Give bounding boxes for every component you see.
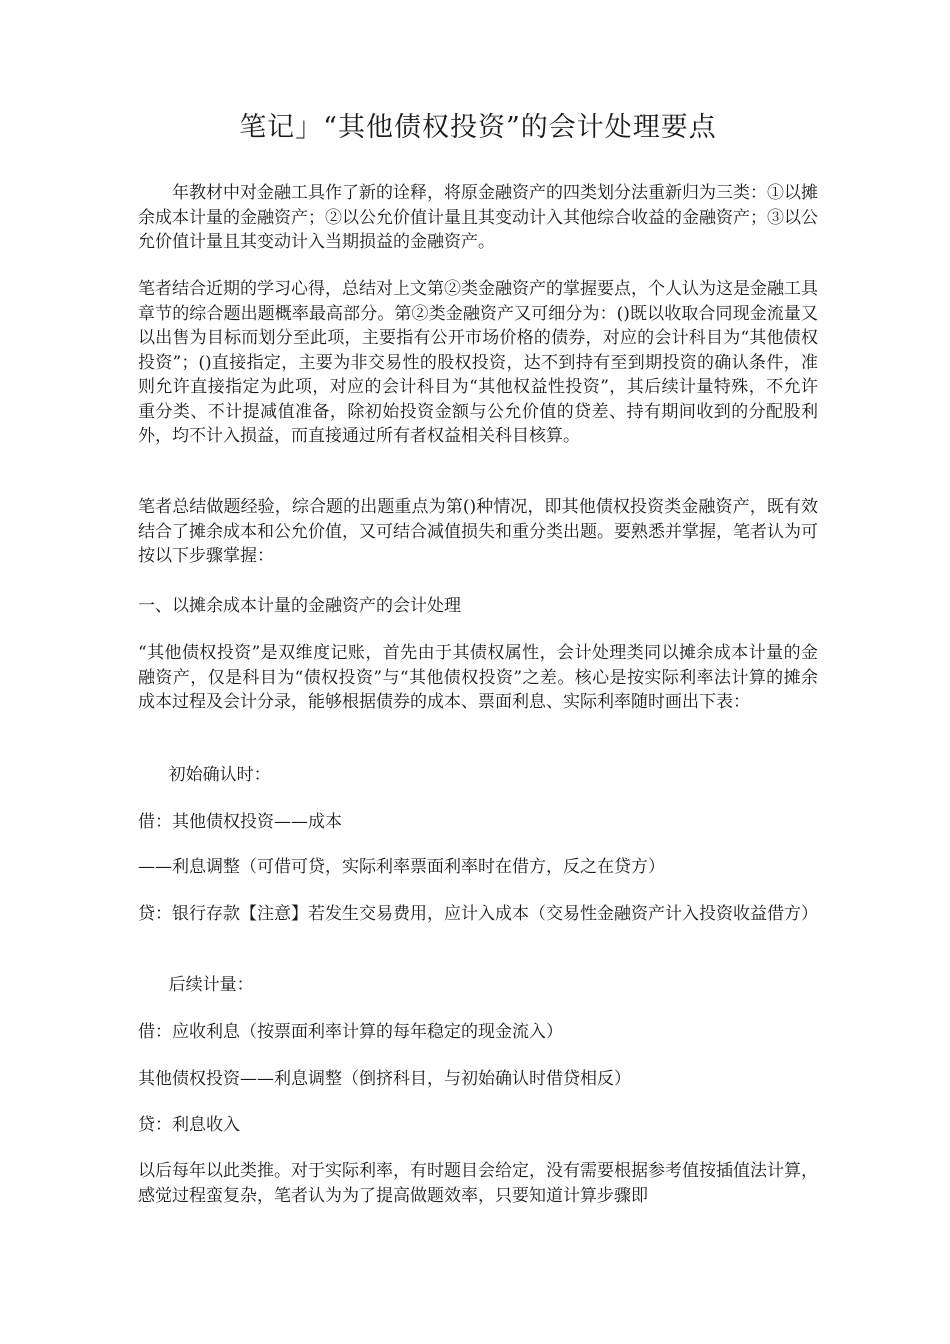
paragraph-category-two: 笔者结合近期的学习心得，总结对上文第②类金融资产的掌握要点，个人认为这是金融工具章节的综合题出题概率最高部分。第②类金融资产又可细分为：()既以收取合同现金流量又以出售为目标而划分至此项，主要指有公开市场价格的债券，对应的会计科目为“其他债权投资”；()直接指定，主要为非交易性的股权投资，达不到持有至到期投资的确认条件，准则允许直接指定为此项，对应的会计科目为“其他权益性投资”，其后续计量特殊，不允许重分类、不计提减值准备，除初始投资金额与公允价值的贷差、持有期间收到的分配股利外，均不计入损益，而直接通过所有者权益相关科目核算。 — [138, 279, 818, 446]
paragraph-dual-dimension: “其他债权投资”是双维度记账，首先由于其债权属性，会计处理类同以摊余成本计量的金融资产，仅是科目为“债权投资”与“其他债权投资”之差。核心是按实际利率法计算的摊余成本过程及会计分录，能够根据债券的成本、票面利息、实际利率随时画出下表： — [138, 643, 818, 712]
entry-interest-adjustment: ——利息调整（可借可贷，实际利率票面利率时在借方，反之在贷方） — [138, 857, 665, 877]
paragraph-exam-focus: 笔者总结做题经验，综合题的出题重点为第()种情况，即其他债权投资类金融资产，既有效结合了摊余成本和公允价值，又可结合减值损失和重分类出题。要熟悉并掌握，笔者认为可按以下步骤掌握： — [138, 497, 818, 566]
entry-credit-bank: 贷：银行存款【注意】若发生交易费用，应计入成本（交易性金融资产计入投资收益借方） — [138, 904, 818, 924]
paragraph-initial-recognition: 初始确认时： — [168, 765, 271, 785]
entry-debit-cost: 借：其他债权投资——成本 — [138, 812, 342, 832]
entry-interest-adjustment-plug: 其他债权投资——利息调整（倒挤科目，与初始确认时借贷相反） — [138, 1069, 631, 1089]
paragraph-intro: 年教材中对金融工具作了新的诠释，将原金融资产的四类划分法重新归为三类：①以摊余成本计量的金融资产；②以公允价值计量且其变动计入其他综合收益的金融资产；③以公允价值计量且其变动计入当期损益的金融资产。 — [138, 183, 818, 252]
paragraph-subsequent-years: 以后每年以此类推。对于实际利率，有时题目会给定，没有需要根据参考值按插值法计算，感觉过程蛮复杂，笔者认为为了提高做题效率，只要知道计算步骤即 — [138, 1161, 818, 1206]
section-heading-one: 一、以摊余成本计量的金融资产的会计处理 — [138, 596, 461, 616]
paragraph-subsequent-measurement: 后续计量： — [168, 975, 254, 995]
entry-credit-interest-income: 贷：利息收入 — [138, 1115, 240, 1135]
entry-debit-interest-receivable: 借：应收利息（按票面利率计算的每年稳定的现金流入） — [138, 1022, 563, 1042]
document-title: 笔记」“其他债权投资”的会计处理要点 — [239, 112, 717, 143]
